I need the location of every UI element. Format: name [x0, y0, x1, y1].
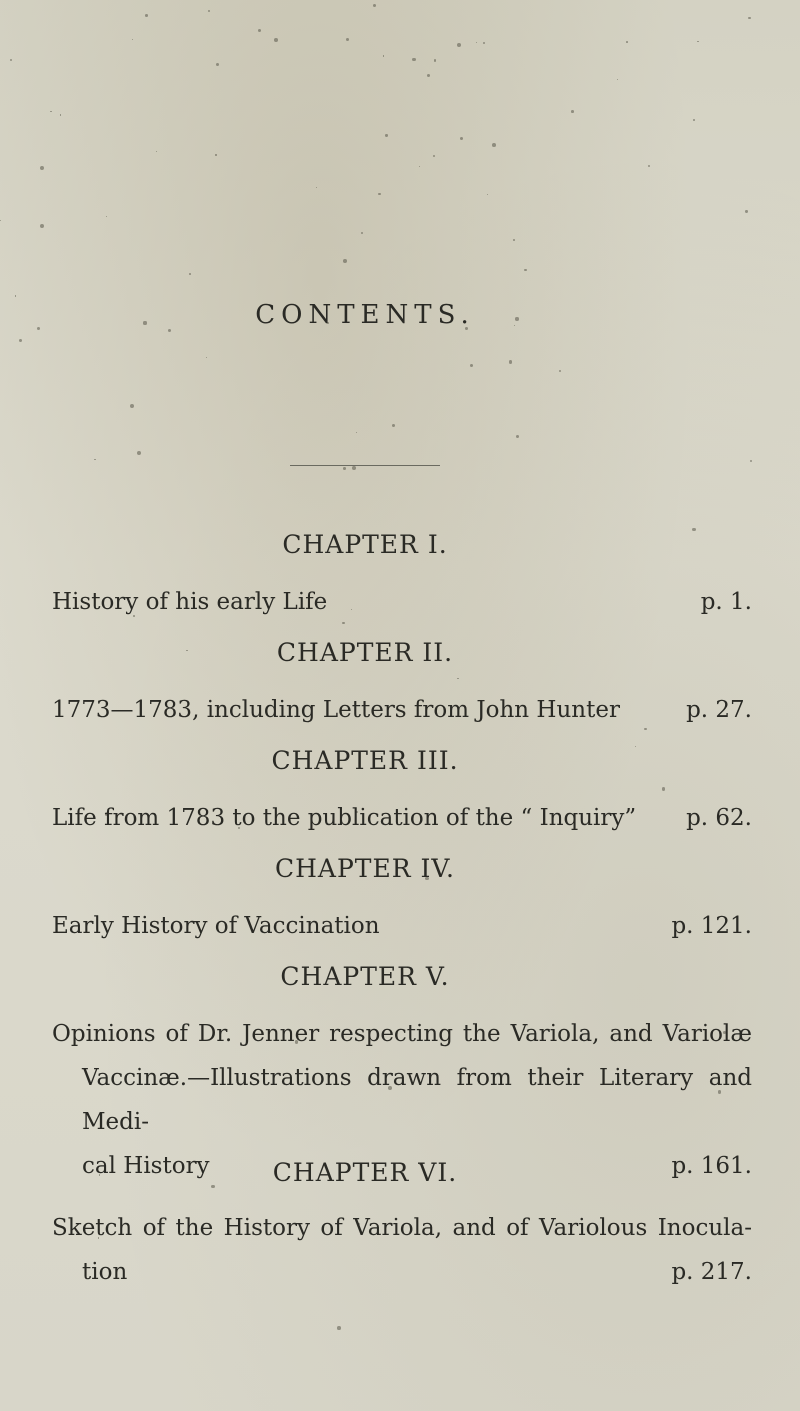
chapter-6-entry	[52, 1206, 752, 1294]
paper-speck	[662, 787, 666, 791]
paper-speck	[392, 424, 395, 427]
chapter-4-heading: CHAPTER IV.	[274, 854, 455, 883]
paper-speck	[352, 466, 356, 470]
paper-speck	[693, 119, 695, 121]
paper-speck	[745, 210, 747, 212]
paper-speck	[516, 435, 519, 438]
paper-speck	[419, 166, 421, 168]
paper-speck	[750, 460, 752, 462]
paper-speck	[19, 339, 22, 342]
paper-speck	[40, 166, 44, 170]
chapter-4-title: Early History of Vaccination	[52, 913, 380, 939]
paper-speck	[343, 467, 346, 470]
paper-speck	[15, 295, 16, 296]
paper-speck	[412, 58, 416, 62]
paper-speck	[94, 459, 96, 461]
paper-speck	[346, 38, 350, 42]
paper-speck	[513, 239, 515, 241]
paper-speck	[378, 193, 381, 196]
chapter-5-heading: CHAPTER V.	[280, 962, 450, 991]
paper-speck	[40, 224, 44, 228]
paper-speck	[648, 165, 650, 167]
paper-speck	[487, 194, 488, 195]
paper-speck	[697, 41, 698, 42]
paper-speck	[137, 451, 141, 455]
chapter-3-entry	[52, 796, 752, 840]
contents-heading: CONTENTS.	[255, 300, 475, 330]
chapter-6-line-1: Sketch of the History of Variola, and of Variolous Inocula-	[52, 1215, 752, 1241]
chapter-5-page: p. 161.	[671, 1153, 752, 1179]
paper-speck	[434, 59, 436, 61]
paper-speck	[571, 110, 574, 113]
paper-speck	[626, 41, 628, 43]
paper-speck	[156, 151, 157, 152]
paper-speck	[460, 137, 463, 140]
paper-speck	[748, 17, 750, 19]
paper-speck	[617, 79, 618, 80]
chapter-1-page: p. 1.	[700, 589, 752, 615]
paper-speck	[343, 259, 347, 263]
paper-speck	[383, 55, 385, 57]
chapter-1-heading: CHAPTER I.	[282, 530, 448, 559]
paper-speck	[433, 155, 435, 157]
paper-speck	[216, 63, 219, 66]
paper-speck	[373, 4, 376, 7]
paper-speck	[483, 42, 485, 44]
paper-speck	[337, 1326, 341, 1330]
chapter-2-entry	[52, 688, 752, 732]
chapter-6-page: p. 217.	[671, 1259, 752, 1285]
heading-rule	[290, 465, 440, 466]
paper-speck	[106, 216, 107, 217]
paper-speck	[274, 38, 278, 42]
chapter-3-title: Life from 1783 to the publication of the “ Inquiry”	[52, 805, 637, 831]
chapter-5-line-1: Opinions of Dr. Jenner respecting the Variola, and Variolæ	[52, 1021, 752, 1047]
paper-speck	[427, 74, 430, 77]
paper-speck	[476, 42, 477, 43]
paper-speck	[60, 114, 61, 115]
chapter-2-page: p. 27.	[686, 697, 752, 723]
chapter-1-entry	[52, 580, 752, 624]
chapter-3-heading: CHAPTER III.	[271, 746, 459, 775]
paper-speck	[457, 678, 458, 679]
chapter-2-heading: CHAPTER II.	[276, 638, 454, 667]
chapter-5-line-2: Vaccinæ.—Illustrations drawn from their Literary and Medi-	[82, 1065, 752, 1135]
paper-speck	[258, 29, 261, 32]
paper-speck	[50, 111, 52, 113]
chapter-4-entry	[52, 904, 752, 948]
paper-speck	[208, 10, 210, 12]
paper-speck	[457, 43, 461, 47]
chapter-3-page: p. 62.	[686, 805, 752, 831]
paper-speck	[492, 143, 496, 147]
paper-speck	[509, 360, 512, 363]
chapter-2-title: 1773—1783, including Letters from John Hunter	[52, 697, 620, 723]
paper-speck	[356, 432, 357, 433]
chapter-4-page: p. 121.	[671, 913, 752, 939]
paper-speck	[385, 134, 387, 136]
paper-speck	[132, 39, 133, 40]
paper-speck	[470, 364, 473, 367]
chapter-5-last-line: cal History	[82, 1153, 210, 1179]
paper-speck	[130, 404, 134, 408]
paper-speck	[215, 154, 216, 155]
paper-speck	[206, 357, 207, 358]
paper-speck	[10, 59, 12, 61]
paper-speck	[0, 220, 1, 221]
paper-speck	[189, 273, 191, 275]
paper-speck	[316, 187, 317, 188]
paper-speck	[524, 269, 526, 271]
chapter-1-title: History of his early Life	[52, 589, 328, 615]
paper-speck	[145, 14, 148, 17]
paper-speck	[559, 370, 561, 372]
chapter-6-last-line: tion	[82, 1259, 128, 1285]
paper-speck	[361, 232, 363, 234]
chapter-6-heading: CHAPTER VI.	[272, 1158, 458, 1187]
